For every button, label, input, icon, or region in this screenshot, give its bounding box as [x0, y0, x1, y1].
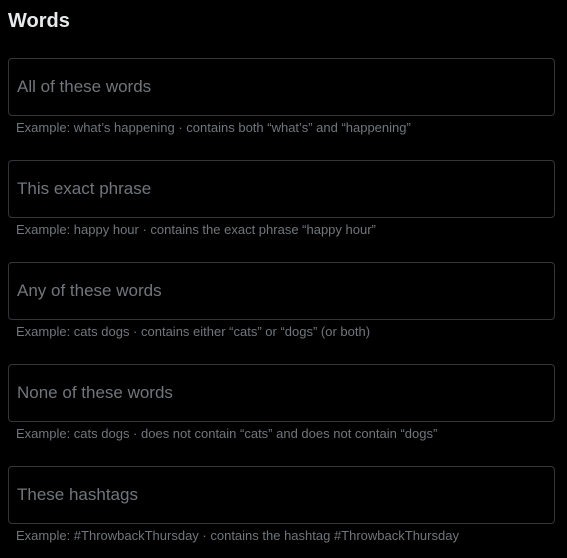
all-words-input-box[interactable] [8, 58, 555, 116]
hashtags-input-box[interactable] [8, 466, 555, 524]
section-title-words: Words [8, 10, 70, 32]
exact-phrase-example: Example: happy hour · contains the exact phrase “happy hour” [16, 222, 376, 237]
none-words-input[interactable] [17, 383, 546, 403]
field-group-none-words [8, 364, 555, 442]
hashtags-example: Example: #ThrowbackThursday · contains the hashtag #ThrowbackThursday [16, 528, 459, 543]
all-words-input[interactable] [17, 77, 546, 97]
field-group-exact-phrase [8, 160, 555, 238]
none-words-example: Example: cats dogs · does not contain “cats” and does not contain “dogs” [16, 426, 438, 441]
any-words-example: Example: cats dogs · contains either “cats” or “dogs” (or both) [16, 324, 371, 339]
field-group-all-words [8, 58, 555, 136]
exact-phrase-input[interactable] [17, 179, 546, 199]
field-group-hashtags [8, 466, 555, 544]
field-group-any-words [8, 262, 555, 340]
all-words-example: Example: what’s happening · contains both “what’s” and “happening” [16, 120, 411, 135]
hashtags-input[interactable] [17, 485, 546, 505]
any-words-input[interactable] [17, 281, 546, 301]
any-words-input-box[interactable] [8, 262, 555, 320]
exact-phrase-input-box[interactable] [8, 160, 555, 218]
none-words-input-box[interactable] [8, 364, 555, 422]
